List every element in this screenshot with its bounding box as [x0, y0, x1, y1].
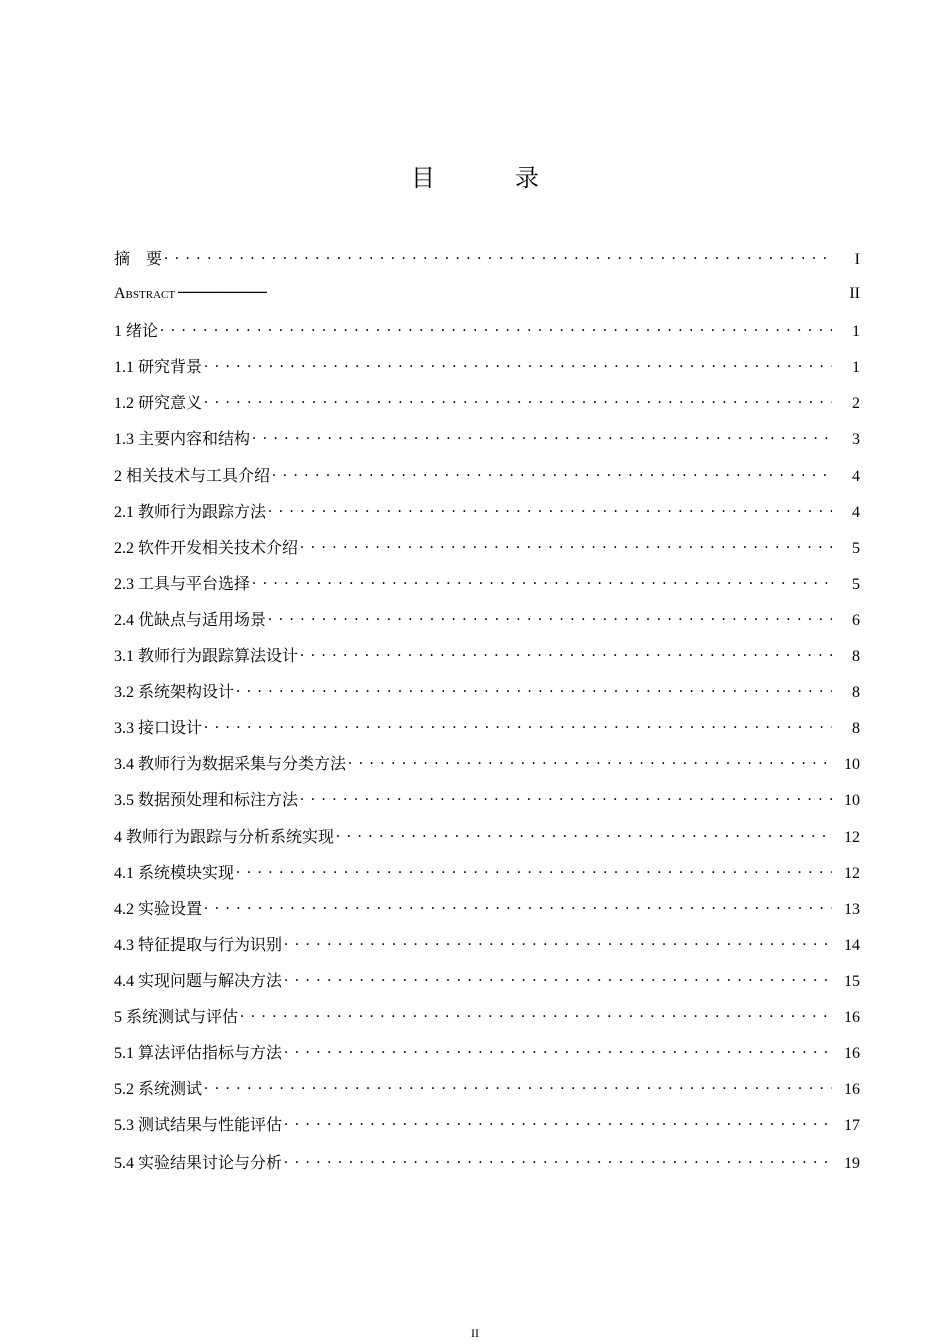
leader-dots: [236, 862, 832, 878]
toc-entry[interactable]: [114, 679, 860, 715]
toc-entry-page: 5: [852, 539, 860, 557]
toc-entry-label: 2 相关技术与工具介绍: [114, 467, 271, 485]
toc-entry[interactable]: [114, 1076, 860, 1112]
leader-dots: [300, 789, 832, 805]
leader-dots: [204, 898, 832, 914]
toc-entry-page: 12: [844, 864, 860, 882]
toc-entry-label: 3.5 数据预处理和标注方法: [114, 792, 299, 810]
toc-entry-page: 16: [844, 1045, 860, 1063]
toc-entry-page: 16: [844, 1008, 860, 1026]
leader-dots: [284, 1042, 832, 1058]
leader-dots: [204, 717, 832, 733]
page-title: 目 录: [411, 164, 567, 192]
leader-dots: [284, 1114, 832, 1130]
toc-entry-abstract-en[interactable]: [114, 282, 860, 318]
toc-entry[interactable]: [114, 751, 860, 787]
leader-dots: [252, 428, 832, 444]
leader-dots: [252, 573, 832, 589]
toc-entry[interactable]: [114, 390, 860, 426]
leader-dots: [272, 465, 832, 481]
toc-entry-label: 1.3 主要内容和结构: [114, 431, 251, 449]
toc-entry-label: 4 教师行为跟踪与分析系统实现: [114, 828, 335, 846]
toc-entry[interactable]: [114, 787, 860, 823]
toc-entry-label: 1.2 研究意义: [114, 395, 203, 413]
leader-dots: [284, 1152, 832, 1168]
toc-entry[interactable]: [114, 1004, 860, 1040]
toc-entry[interactable]: [114, 499, 860, 535]
toc-entry-page: 14: [844, 936, 860, 954]
toc-entry-page: 15: [844, 972, 860, 990]
leader-dots: [284, 970, 832, 986]
leader-dots: [284, 934, 832, 950]
toc-entry-label: 摘 要: [114, 251, 163, 268]
toc-entry-label: 3.3 接口设计: [114, 720, 203, 738]
page-number-footer: II: [471, 1326, 479, 1340]
toc-entry-label: 2.2 软件开发相关技术介绍: [114, 539, 299, 557]
toc-entry-page: 2: [852, 395, 860, 413]
toc-entry-label: 5.1 算法评估指标与方法: [114, 1045, 283, 1063]
toc-entry-page: 4: [852, 467, 860, 485]
toc-entry-page: 1: [852, 359, 860, 377]
toc-entry[interactable]: [114, 1112, 860, 1148]
toc-entry-label: 1 绪论: [114, 323, 159, 341]
toc-entry-page: 1: [852, 323, 860, 341]
toc-entry[interactable]: [114, 463, 860, 499]
toc-entry-page: 19: [844, 1155, 860, 1173]
toc-entry-page: 6: [852, 611, 860, 629]
toc-entry[interactable]: [114, 1040, 860, 1076]
toc-entry-page: 10: [844, 756, 860, 774]
toc-entry[interactable]: [114, 571, 860, 607]
toc-entry[interactable]: [114, 968, 860, 1004]
toc-entry-label: 5.4 实验结果讨论与分析: [114, 1155, 283, 1173]
toc-entry-label: 4.3 特征提取与行为识别: [114, 936, 283, 954]
leader-dots: [240, 1006, 832, 1022]
leader-dots: [204, 1078, 832, 1094]
toc-entry-label: 5.3 测试结果与性能评估: [114, 1117, 283, 1135]
leader-dots: [348, 753, 832, 769]
toc-entry[interactable]: [114, 535, 860, 571]
leader-dots: [204, 392, 832, 408]
toc-entry-label: 2.4 优缺点与适用场景: [114, 611, 267, 629]
toc-entry-label: Abstract: [114, 285, 176, 303]
toc-entry-page: 13: [844, 900, 860, 918]
toc-entry[interactable]: [114, 715, 860, 751]
toc-entry-page: 8: [852, 648, 860, 666]
toc-entry[interactable]: [114, 1150, 860, 1186]
toc-entry[interactable]: [114, 824, 860, 860]
leader-dots: [236, 681, 832, 697]
toc-entry-label: 2.3 工具与平台选择: [114, 575, 251, 593]
toc-entry-page: 8: [852, 720, 860, 738]
toc-entry[interactable]: [114, 607, 860, 643]
leader-dots: [160, 320, 832, 336]
toc-entry[interactable]: [114, 318, 860, 354]
toc-entry-label: 5.2 系统测试: [114, 1081, 203, 1099]
table-of-contents: [114, 246, 860, 1186]
toc-entry-label: 3.1 教师行为跟踪算法设计: [114, 648, 299, 666]
toc-entry-page: 10: [844, 792, 860, 810]
toc-entry-label: 1.1 研究背景: [114, 359, 203, 377]
toc-entry-label: 4.1 系统模块实现: [114, 864, 235, 882]
toc-entry-page: 12: [844, 828, 860, 846]
leader-dots: [300, 645, 832, 661]
toc-entry-abstract-cn[interactable]: [114, 246, 860, 282]
toc-entry-page: II: [849, 285, 860, 303]
toc-entry-page: 16: [844, 1081, 860, 1099]
toc-entry[interactable]: [114, 426, 860, 462]
toc-entry-page: I: [854, 251, 860, 268]
leader-dots: [204, 356, 832, 372]
toc-entry-page: 17: [844, 1117, 860, 1135]
toc-entry[interactable]: [114, 860, 860, 896]
leader-dots: [164, 248, 832, 264]
leader-dots: [268, 501, 832, 517]
toc-entry[interactable]: [114, 643, 860, 679]
leader-dots: [268, 609, 832, 625]
toc-entry-label: 2.1 教师行为跟踪方法: [114, 503, 267, 521]
toc-entry[interactable]: [114, 354, 860, 390]
leader-dots: [177, 282, 832, 298]
toc-entry-label: 5 系统测试与评估: [114, 1008, 239, 1026]
toc-entry-label: 3.4 教师行为数据采集与分类方法: [114, 756, 347, 774]
toc-entry[interactable]: [114, 932, 860, 968]
toc-entry-page: 4: [852, 503, 860, 521]
toc-entry-page: 3: [852, 431, 860, 449]
leader-dots: [336, 826, 832, 842]
toc-entry-page: 5: [852, 575, 860, 593]
toc-entry-label: 3.2 系统架构设计: [114, 684, 235, 702]
toc-entry-page: 8: [852, 684, 860, 702]
toc-entry[interactable]: [114, 896, 860, 932]
toc-entry-label: 4.4 实现问题与解决方法: [114, 972, 283, 990]
leader-dots: [300, 537, 832, 553]
toc-entry-label: 4.2 实验设置: [114, 900, 203, 918]
